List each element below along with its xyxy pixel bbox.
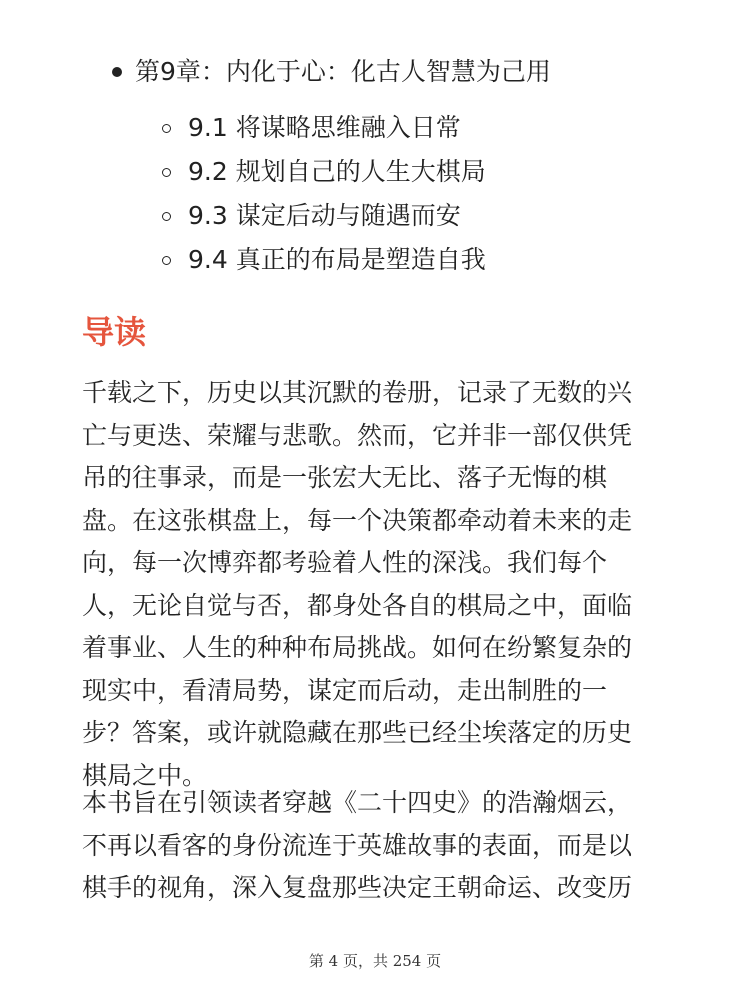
bullet-circle-icon [162,256,171,265]
toc-section-item [162,196,486,240]
toc-section-item [162,152,486,196]
paragraph-line: 步？答案，或许就隐藏在那些已经尘埃落定的历史 [82,718,633,747]
page-number-footer: 第 4 页，共 254 页 [308,952,442,970]
paragraph-line: 千载之下，历史以其沉默的卷册，记录了无数的兴 [82,378,633,407]
bullet-circle-icon [162,168,171,177]
paragraph-line: 向，每一次博弈都考验着人性的深浅。我们每个 [82,548,608,577]
toc-chapter-title: 第9章：内化于心：化古人智慧为己用 [135,57,551,86]
toc-section-label: 9.2 规划自己的人生大棋局 [188,157,486,186]
toc-section-item [162,108,486,152]
intro-paragraph-2 [82,782,672,910]
bullet-disc-icon [112,67,122,77]
toc-section-item [162,240,486,284]
paragraph-line: 盘。在这张棋盘上，每一个决策都牵动着未来的走 [82,505,633,535]
paragraph-line: 棋局之中。 [82,760,208,790]
paragraph-line: 吊的往事录，而是一张宏大无比、落子无悔的棋 [82,463,608,492]
section-heading: 导读 [82,313,147,351]
toc-section-label: 9.4 真正的布局是塑造自我 [188,245,486,274]
bullet-circle-icon [162,212,171,221]
paragraph-line: 不再以看客的身份流连于英雄故事的表面，而是以 [82,830,633,860]
intro-paragraph-1 [82,372,672,797]
paragraph-line: 人，无论自觉与否，都身处各自的棋局之中，面临 [82,590,633,620]
paragraph-line: 本书旨在引领读者穿越《二十四史》的浩瀚烟云， [82,788,633,817]
paragraph-line: 着事业、人生的种种布局挑战。如何在纷繁复杂的 [82,633,633,662]
paragraph-line: 棋手的视角，深入复盘那些决定王朝命运、改变历 [82,873,633,902]
bullet-circle-icon [162,124,171,133]
toc-section-list [162,108,486,284]
toc-section-label: 9.1 将谋略思维融入日常 [188,113,461,142]
toc-section-label: 9.3 谋定后动与随遇而安 [188,201,461,230]
paragraph-line: 现实中，看清局势，谋定而后动，走出制胜的一 [82,675,608,705]
paragraph-line: 亡与更迭、荣耀与悲歌。然而，它并非一部仅供凭 [82,420,633,450]
